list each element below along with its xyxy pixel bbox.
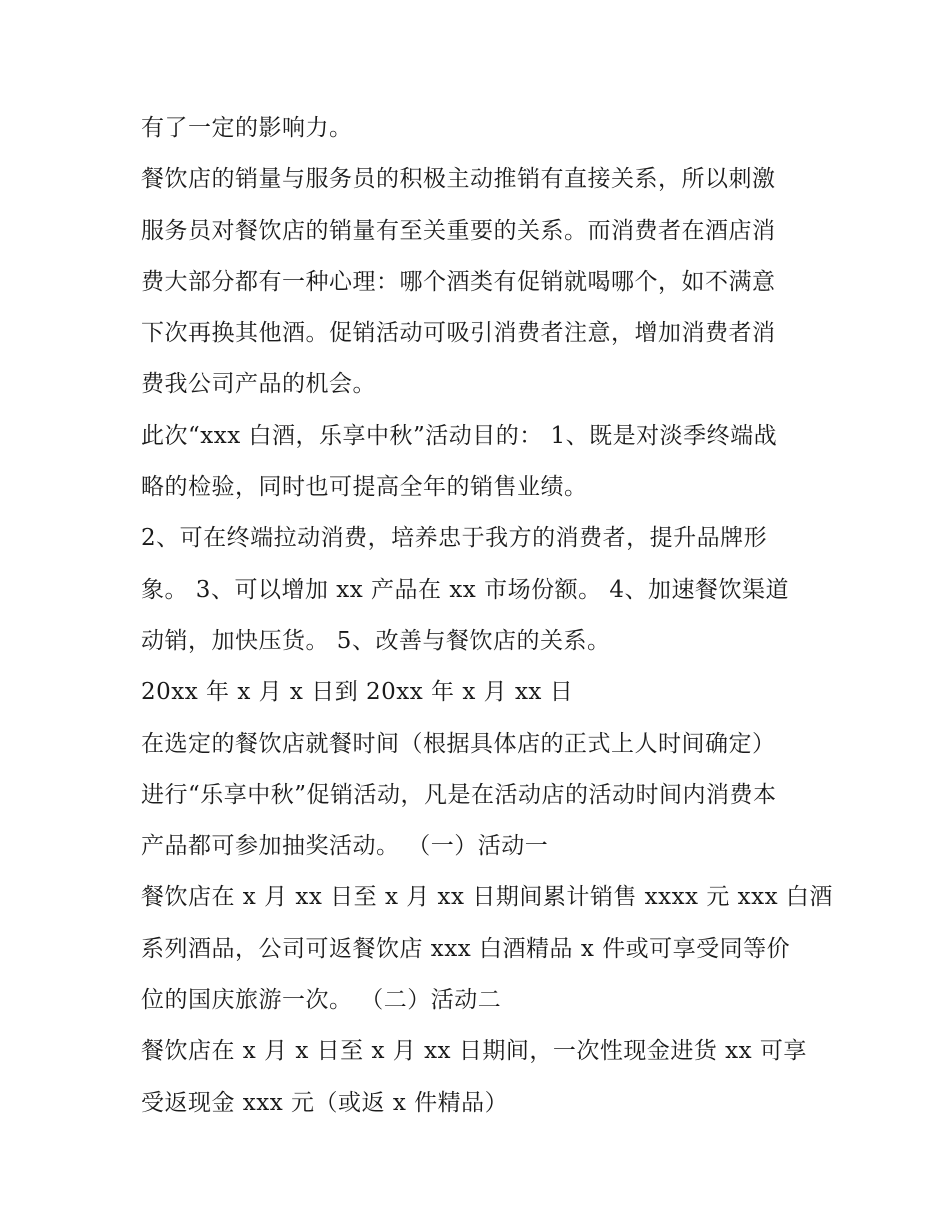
text-line: 20xx 年 x 月 x 日到 20xx 年 x 月 xx 日 (141, 679, 574, 706)
text-line: 餐饮店在 x 月 x 日至 x 月 xx 日期间，一次性现金进货 xx 可享 (141, 1038, 807, 1065)
text-line: 在选定的餐饮店就餐时间（根据具体店的正式上人时间确定） (141, 730, 776, 757)
text-line: 进行“乐享中秋”促销活动，凡是在活动店的活动时间内消费本 (141, 781, 777, 808)
text-line: 产品都可参加抽奖活动。 （一）活动一 (141, 833, 549, 860)
text-line: 象。 3、可以增加 xx 产品在 xx 市场份额。 4、加速餐饮渠道 (141, 576, 790, 603)
text-line: 略的检验，同时也可提高全年的销售业绩。 (141, 474, 588, 501)
text-line: 系列酒品，公司可返餐饮店 xxx 白酒精品 x 件或可享受同等价 (141, 935, 791, 962)
document-body (141, 103, 833, 1129)
text-line: 费我公司产品的机会。 (141, 371, 376, 398)
text-line: 餐饮店在 x 月 xx 日至 x 月 xx 日期间累计销售 xxxx 元 xxx 白酒 (141, 884, 833, 911)
text-line: 2、可在终端拉动消费，培养忠于我方的消费者，提升品牌形 (141, 525, 768, 552)
text-line: 位的国庆旅游一次。 （二）活动二 (141, 987, 502, 1014)
text-line: 下次再换其他酒。促销活动可吸引消费者注意，增加消费者消 (141, 320, 776, 347)
text-line: 此次“xxx 白酒，乐享中秋”活动目的： 1、既是对淡季终端战 (141, 422, 778, 449)
text-line: 有了一定的影响力。 (141, 115, 353, 141)
text-line: 餐饮店的销量与服务员的积极主动推销有直接关系，所以刺激 (141, 166, 776, 193)
text-line: 费大部分都有一种心理：哪个酒类有促销就喝哪个，如不满意 (141, 268, 776, 295)
text-line: 动销，加快压货。 5、改善与餐饮店的关系。 (141, 627, 611, 654)
text-line: 服务员对餐饮店的销量有至关重要的关系。而消费者在酒店消 (141, 217, 776, 244)
text-line: 受返现金 xxx 元（或返 x 件精品） (141, 1089, 509, 1116)
